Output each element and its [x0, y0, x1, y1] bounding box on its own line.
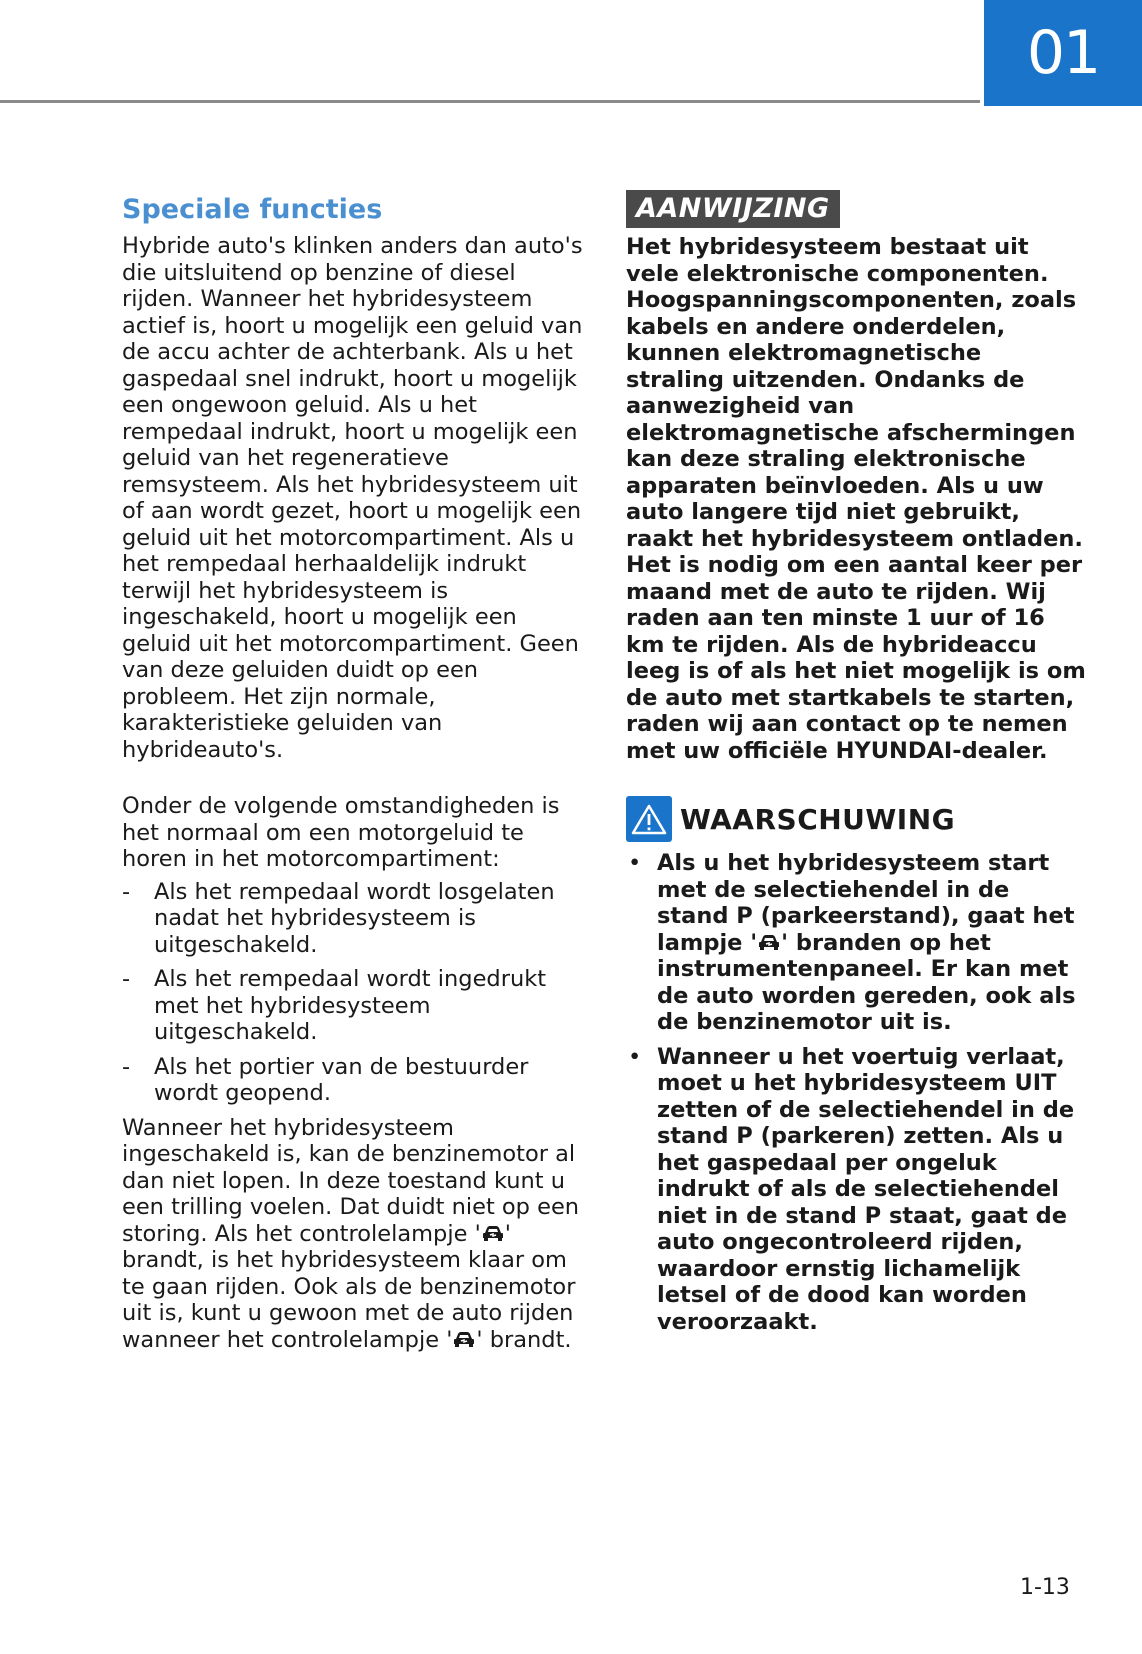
right-column — [626, 190, 1086, 1343]
list-item: - Als het portier van de bestuurder wordt geopend. — [122, 1053, 529, 1106]
note-text: Het hybridesysteem bestaat uit vele elektronische componenten. Hoogspanningscomponenten, zoals kabels en andere onderdelen, kunnen elektromagnetische straling uitzenden. Ondanks de aanwezigheid van elektromagnetische afschermingen kan deze straling elektronische apparaten beïnvloeden. Als u uw auto langere tijd niet gebruikt, raakt het hybridesysteem ontladen. Het is nodig om een aantal keer per maand met de auto te rijden. Wij raden aan ten minste 1 uur of 16 km te rijden. Als de hybrideaccu leeg is of als het niet mogelijk is om de auto met startkabels te starten, raden wij aan contact op te nemen met uw officiële HYUNDAI-dealer. — [626, 234, 1086, 764]
warning-header — [626, 796, 1086, 842]
car-ready-icon — [481, 1224, 505, 1244]
section-title: Speciale functies — [122, 194, 383, 225]
chapter-tab: 01 — [984, 0, 1142, 106]
car-ready-icon — [452, 1330, 476, 1350]
page-number: 1-13 — [1020, 1575, 1070, 1600]
conditions-paragraph: Onder de volgende omstandigheden is het normaal om een motorgeluid te horen in het motorcompartiment: — [122, 793, 560, 872]
car-ready-icon — [757, 933, 781, 953]
list-item: • Wanneer u het voertuig verlaat, moet u het hybridesysteem UIT zetten of de selectiehendel in de stand P (parkeren) zetten. Als u het gaspedaal per ongeluk indrukt of als de selectiehendel niet in de stand P staat, gaat de auto ongecontroleerd rijden, waardoor ernstig lichamelijk letsel of de dood kan worden veroorzaakt. — [628, 1043, 1075, 1335]
warning-list — [626, 850, 1086, 1335]
intro-paragraph: Hybride auto's klinken anders dan auto's die uitsluitend op benzine of diesel rijden. Wanneer het hybridesysteem actief is, hoort u mogelijk een geluid van de accu achter de achterbank. Als u het gaspedaal snel indrukt, hoort u mogelijk een ongewoon geluid. Als u het rempedaal indrukt, hoort u mogelijk een geluid van het regeneratieve remsysteem. Als het hybridesysteem uit of aan wordt gezet, hoort u mogelijk een geluid uit het motorcompartiment. Als u het rempedaal herhaaldelijk indrukt terwijl het hybridesysteem is ingeschakeld, hoort u mogelijk een geluid uit het motorcompartiment. Geen van deze geluiden duidt op een probleem. Het zijn normale, karakteristieke geluiden van hybrideauto's. — [122, 233, 583, 763]
note-label: AANWIJZING — [626, 190, 840, 228]
left-column — [122, 193, 592, 1353]
list-item: - Als het rempedaal wordt ingedrukt met het hybridesysteem uitgeschakeld. — [122, 966, 547, 1045]
header-rule — [0, 100, 980, 103]
conditions-list — [122, 879, 592, 1107]
warning-triangle-icon — [626, 796, 672, 842]
list-item: - Als het rempedaal wordt losgelaten nadat het hybridesysteem is uitgeschakeld. — [122, 878, 555, 958]
warning-title: WAARSCHUWING — [680, 802, 956, 836]
ready-paragraph: Wanneer het hybridesysteem ingeschakeld is, kan de benzinemotor al dan niet lopen. In deze toestand kunt u een trilling voelen. Dat duidt niet op een storing. Als het controlelampje ' ' brandt, is het hybridesysteem klaar om te gaan rijden. Ook als de benzinemotor uit is, kunt u gewoon met de auto rijden wanneer het controlelampje ' ' brandt. — [122, 1114, 580, 1353]
list-item: • Als u het hybridesysteem start met de selectiehendel in de stand P (parkeerstand), gaat het lampje ' ' branden op het instrumentenpaneel. Er kan met de auto worden gereden, ook als de benzinemotor uit is. — [628, 850, 1076, 1035]
